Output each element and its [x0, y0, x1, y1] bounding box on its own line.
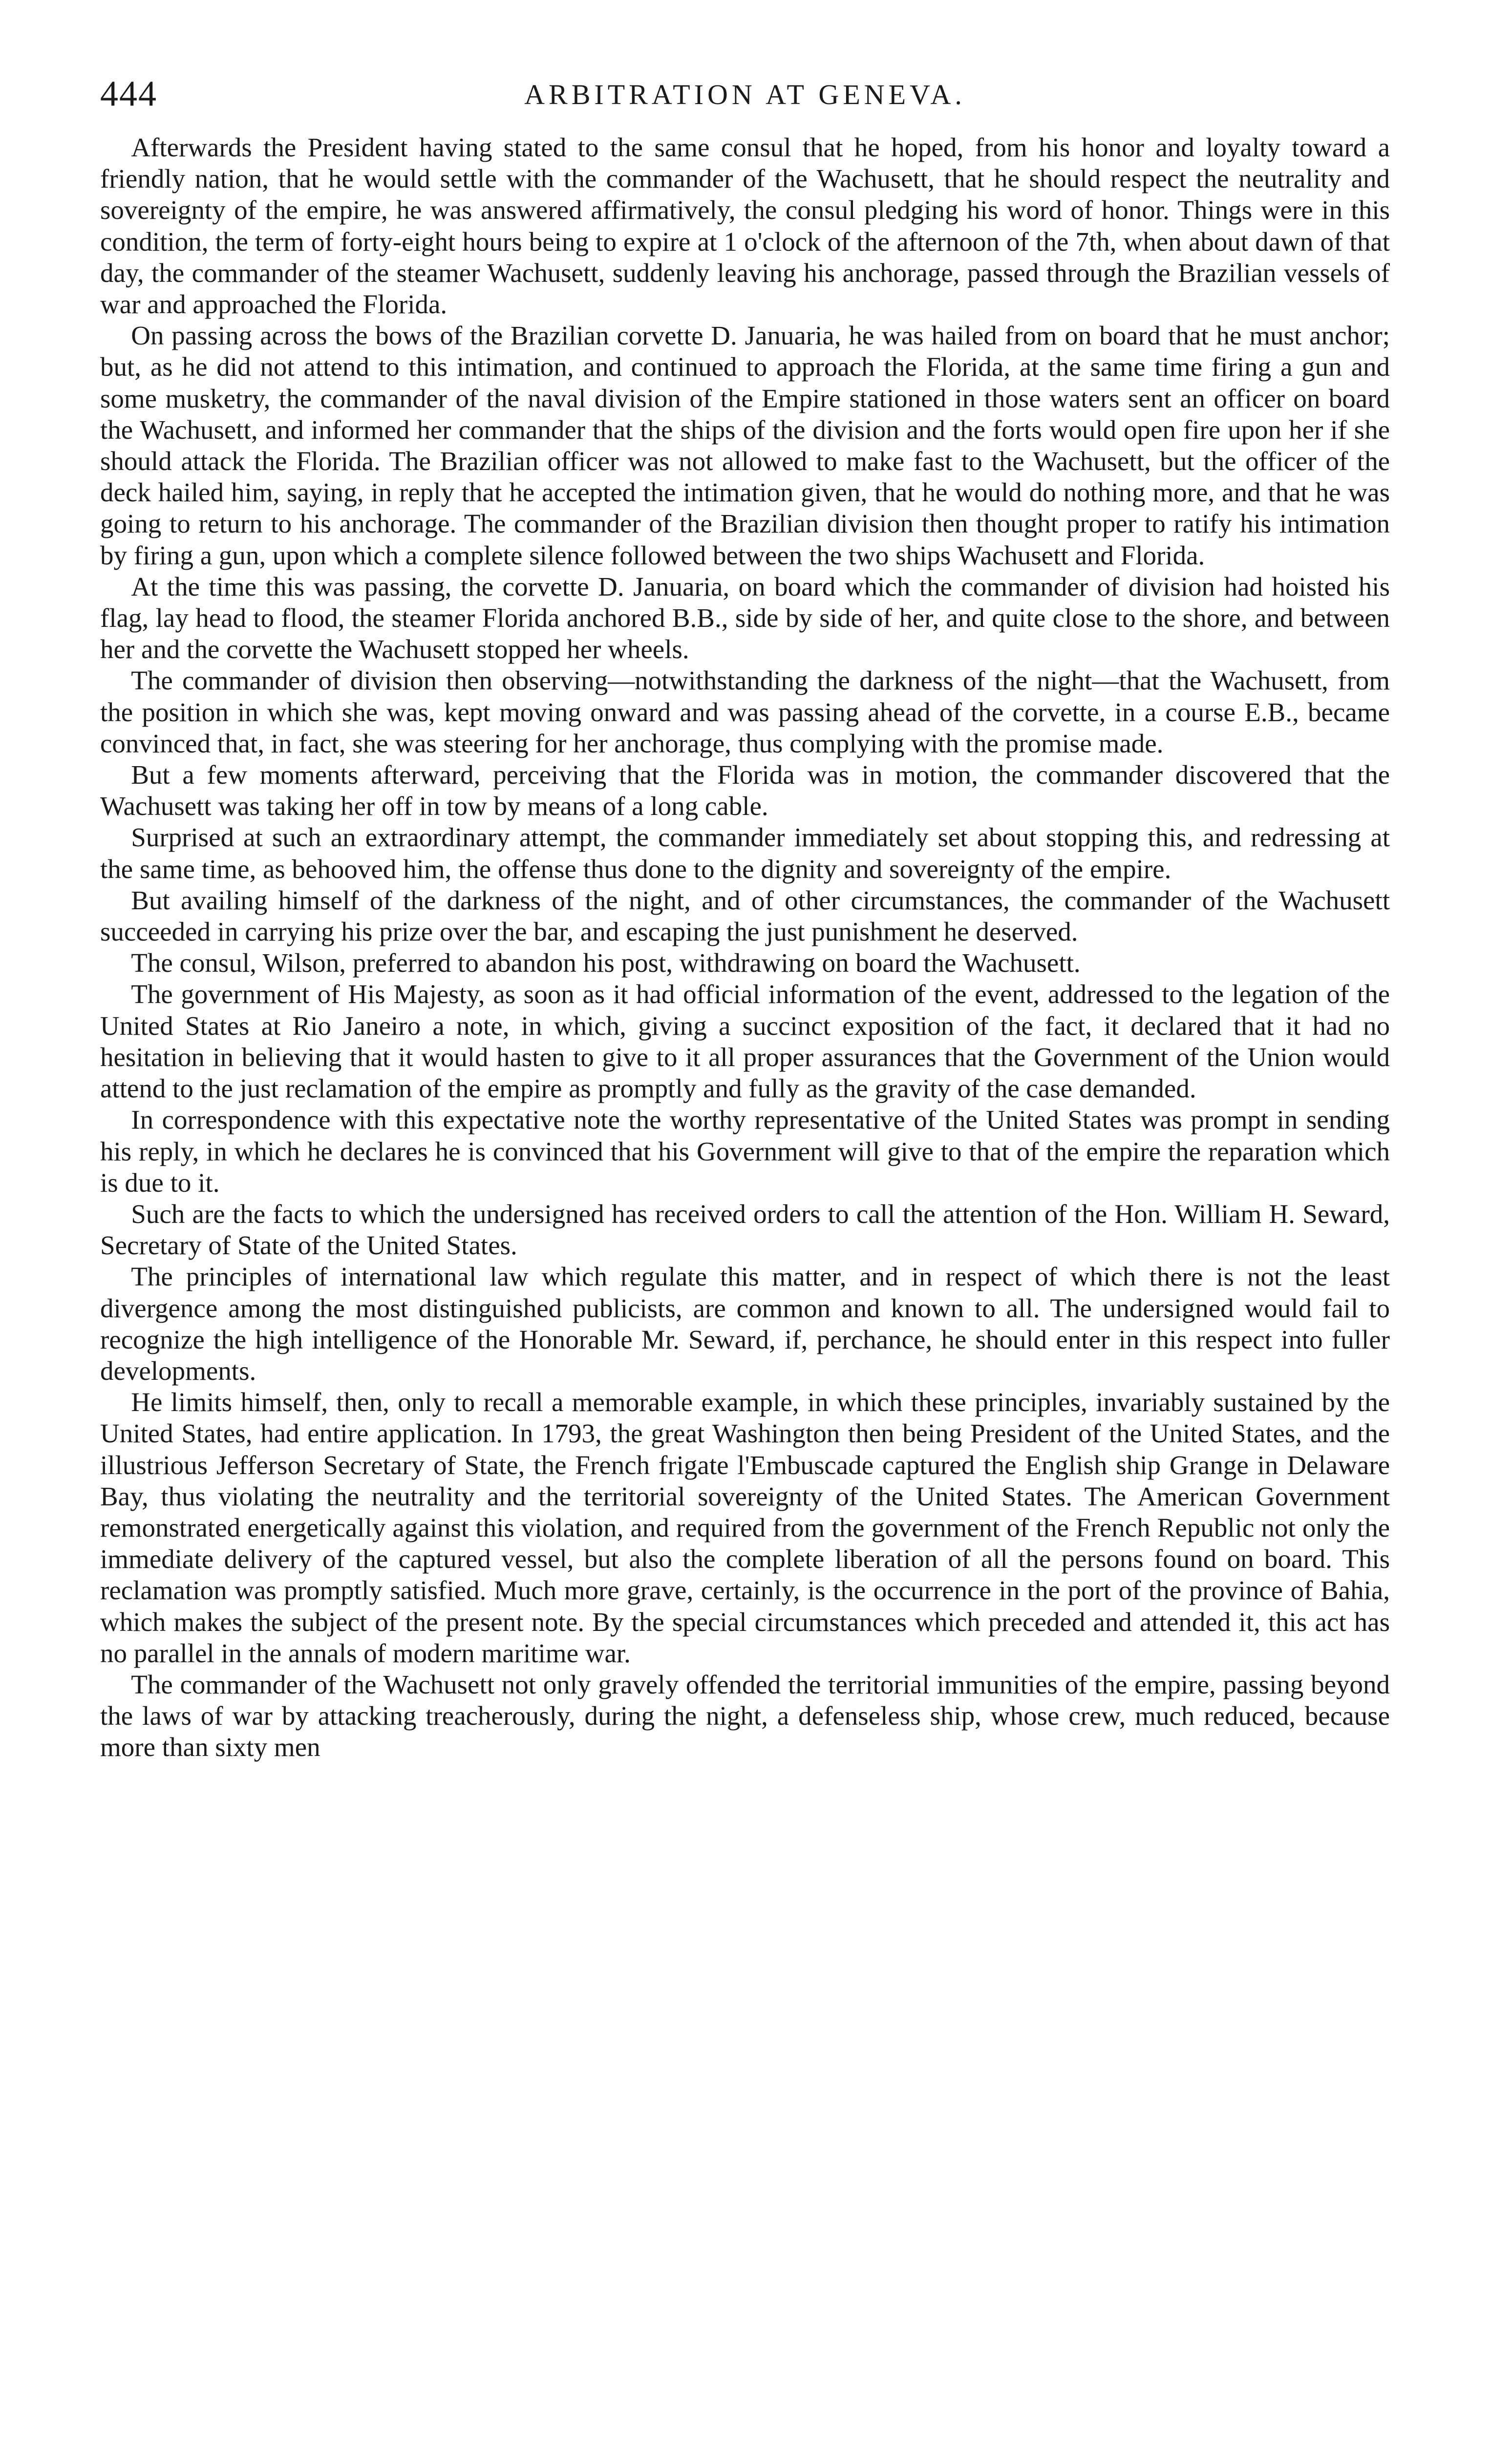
page-number: 444 [100, 74, 157, 114]
paragraph-5: But a few moments afterward, perceiving that the Florida was in motion, the commander discovered that the Wachusett was taking her off in tow by means of a long cable. [100, 760, 1390, 821]
body-text [100, 132, 1390, 1763]
paragraph-3: At the time this was passing, the corvette D. Januaria, on board which the commander of division had hoisted his flag, lay head to flood, the steamer Florida anchored B.B., side by side of her, and quite close to the shore, and between her and the corvette the Wachusett stopped her wheels. [100, 571, 1390, 664]
paragraph-8: The consul, Wilson, preferred to abandon his post, withdrawing on board the Wachusett. [131, 948, 1081, 978]
paragraph-14: The commander of the Wachusett not only gravely offended the territorial immunities of the empire, passing beyond the laws of war by attacking treacherously, during the night, a defenseless ship, whose crew, much reduced, because more than sixty men [100, 1669, 1390, 1762]
paragraph-9: The government of His Majesty, as soon as it had official information of the event, addressed to the legation of the United States at Rio Janeiro a note, in which, giving a succinct exposition of the fact, it declared that it had no hesitation in believing that it would hasten to give to it all proper assurances that the Government of the Union would attend to the just reclamation of the empire as promptly and fully as the gravity of the case demanded. [100, 979, 1390, 1104]
paragraph-11: Such are the facts to which the undersigned has received orders to call the attention of the Hon. William H. Seward, Secretary of State of the United States. [100, 1199, 1390, 1261]
running-title: ARBITRATION AT GENEVA. [524, 79, 966, 110]
running-head [100, 73, 1390, 132]
paragraph-1: Afterwards the President having stated to the same consul that he hoped, from his honor and loyalty toward a friendly nation, that he would settle with the commander of the Wachusett, that he should respect the neutrality and sovereignty of the empire, he was answered affirmatively, the consul pledging his word of honor. Things were in this condition, the term of forty-eight hours being to expire at 1 o'clock of the afternoon of the 7th, when about dawn of that day, the commander of the steamer Wachusett, suddenly leaving his anchorage, passed through the Brazilian vessels of war and approached the Florida. [100, 132, 1390, 320]
paragraph-7: But availing himself of the darkness of the night, and of other circumstances, the commander of the Wachusett succeeded in carrying his prize over the bar, and escaping the just punishment he deserved. [100, 885, 1390, 947]
document-page [100, 73, 1390, 1763]
paragraph-13: He limits himself, then, only to recall a memorable example, in which these principles, invariably sustained by the United States, had entire application. In 1793, the great Washington then being President of the United States, and the illustrious Jefferson Secretary of State, the French frigate l'Embuscade captured the English ship Grange in Delaware Bay, thus violating the neutrality and the territorial sovereignty of the United States. The American Government remonstrated energetically against this violation, and required from the government of the French Republic not only the immediate delivery of the captured vessel, but also the complete liberation of all the persons found on board. This reclamation was promptly satisfied. Much more grave, certainly, is the occurrence in the port of the province of Bahia, which makes the subject of the present note. By the special circumstances which preceded and attended it, this act has no parallel in the annals of modern maritime war. [100, 1387, 1390, 1668]
paragraph-6: Surprised at such an extraordinary attempt, the commander immediately set about stopping this, and redressing at the same time, as behooved him, the offense thus done to the dignity and sovereignty of the empire. [100, 822, 1390, 884]
paragraph-2: On passing across the bows of the Brazilian corvette D. Januaria, he was hailed from on board that he must anchor; but, as he did not attend to this intimation, and continued to approach the Florida, at the same time firing a gun and some musketry, the commander of the naval division of the Empire stationed in those waters sent an officer on board the Wachusett, and informed her commander that the ships of the division and the forts would open fire upon her if she should attack the Florida. The Brazilian officer was not allowed to make fast to the Wachusett, but the officer of the deck hailed him, saying, in reply that he accepted the intimation given, that he would do nothing more, and that he was going to return to his anchorage. The commander of the Brazilian division then thought proper to ratify his intimation by firing a gun, upon which a complete silence followed between the two ships Wachusett and Florida. [100, 321, 1390, 570]
paragraph-12: The principles of international law which regulate this matter, and in respect of which there is not the least divergence among the most distinguished publicists, are common and known to all. The undersigned would fail to recognize the high intelligence of the Honorable Mr. Seward, if, perchance, he should enter in this respect into fuller developments. [100, 1262, 1390, 1386]
paragraph-4: The commander of division then observing—notwithstanding the darkness of the night—that the Wachusett, from the position in which she was, kept moving onward and was passing ahead of the corvette, in a course E.B., became convinced that, in fact, she was steering for her anchorage, thus complying with the promise made. [100, 665, 1390, 758]
paragraph-10: In correspondence with this expectative note the worthy representative of the United States was prompt in sending his reply, in which he declares he is convinced that his Government will give to that of the empire the reparation which is due to it. [100, 1105, 1390, 1198]
